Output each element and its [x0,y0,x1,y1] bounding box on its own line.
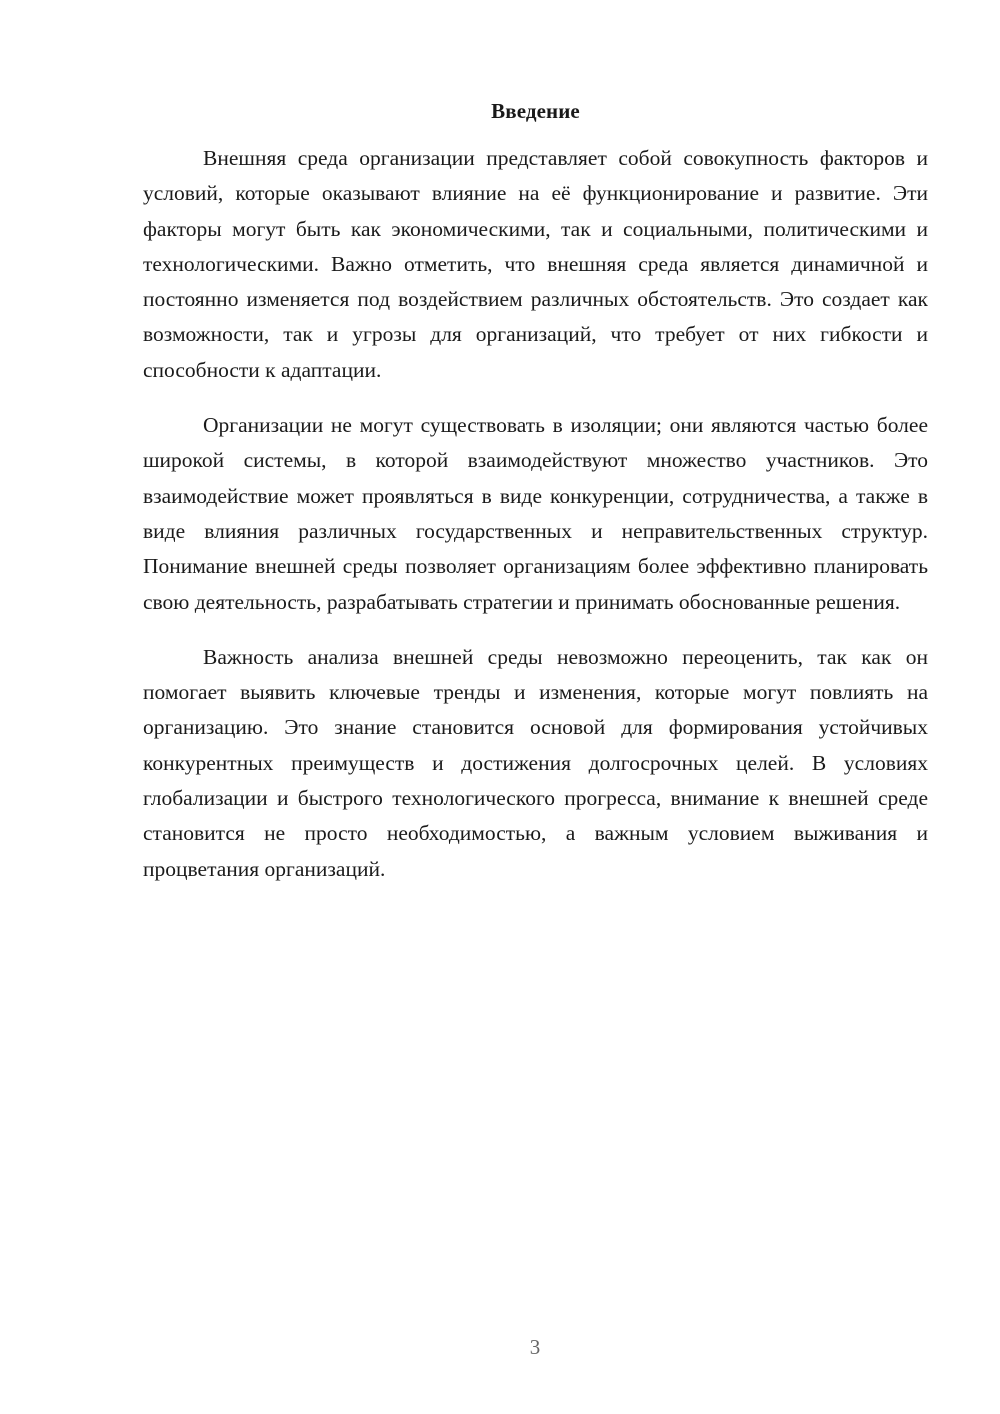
page-number: 3 [529,1335,541,1359]
paragraph-2: Организации не могут существовать в изоляции; они являются частью более широкой системы, в которой взаимодействуют множество участников. Это взаимодействие может проявляться в виде конкуренции, сотрудничества, а также в виде влияния различных государственных и неправительственных структур. Понимание внешней среды позволяет организациям более эффективно планировать свою деятельность, разрабатывать стратегии и принимать обоснованные решения. [143,413,928,614]
section-heading: Введение [491,99,580,123]
paragraph-3: Важность анализа внешней среды невозможно переоценить, так как он помогает выявить ключевые тренды и изменения, которые могут повлиять на организацию. Это знание становится основой для формирования устойчивых конкурентных преимуществ и достижения долгосрочных целей. В условиях глобализации и быстрого технологического прогресса, внимание к внешней среде становится не просто необходимостью, а важным условием выживания и процветания организаций. [143,644,928,881]
page-content [143,94,928,907]
paragraph-1: Внешняя среда организации представляет собой совокупность факторов и условий, которые оказывают влияние на её функционирование и развитие. Эти факторы могут быть как экономическими, так и социальными, политическими и технологическими. Важно отметить, что внешняя среда является динамичной и постоянно изменяется под воздействием различных обстоятельств. Это создает как возможности, так и угрозы для организаций, что требует от них гибкости и способности к адаптации. [143,146,928,382]
